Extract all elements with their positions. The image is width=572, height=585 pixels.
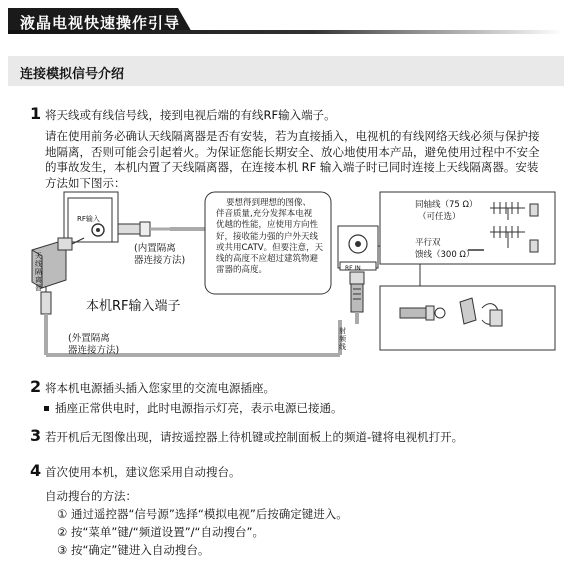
step-1-paragraph: 请在使用前务必确认天线隔离器是否有安装，若为直接插入，电视机的有线网络天线必须与保护接地隔离，否则可能会引起着火。为保证您能长期安全、放心地使用本产品，避免使用过程中不安全的事故发生，本机内置了天线隔离器，在连接本机 RF 输入端子时已同时连接上天线隔离器。安装方法如下图示： bbox=[45, 129, 540, 190]
note-line: 伴音质量,充分发挥本电视 bbox=[216, 209, 313, 220]
adapter-plug-icon bbox=[400, 308, 426, 318]
internal-isolator-line2: 器连接方法) bbox=[134, 255, 186, 266]
optional-label: （可任选） bbox=[418, 212, 461, 222]
note-line: 好，接收能力强的户外天线 bbox=[216, 231, 319, 242]
note-text bbox=[216, 198, 338, 276]
auto-search-step-2: ② 按“菜单”键/“频道设置”/“自动搜台”。 bbox=[57, 525, 264, 539]
auto-search-step-3: ③ 按“确定”键进入自动搜台。 bbox=[57, 543, 210, 557]
feeder-label: 馈线（300 Ω） bbox=[415, 250, 475, 260]
step-3-number: 3 bbox=[30, 426, 42, 445]
wall-plug-icon bbox=[350, 272, 364, 284]
antenna-isolator-vertical-label: 天线隔离器 bbox=[35, 252, 42, 292]
coax-cable-label: 同轴线（75 Ω） bbox=[415, 200, 478, 210]
note-line: 雷器的高度。 bbox=[216, 265, 268, 276]
note-line: 线的高度不应超过建筑物避 bbox=[216, 254, 319, 265]
note-line: 要想得到理想的图像、 bbox=[226, 198, 312, 208]
section-title: 连接模拟信号介绍 bbox=[20, 67, 125, 82]
rf-terminal-label: 本机RF输入端子 bbox=[86, 299, 181, 314]
bullet-icon bbox=[44, 406, 49, 411]
auto-search-step-1: ① 通过遥控器“信号源”选择“模拟电视”后按确定键进入。 bbox=[57, 507, 348, 521]
radio-frequency-vertical-label: 射频线 bbox=[339, 327, 346, 351]
coax-plug-icon bbox=[118, 224, 140, 234]
step-4-number: 4 bbox=[30, 461, 42, 480]
step-2-number: 2 bbox=[30, 377, 42, 396]
step-3-text: 若开机后无图像出现，请按遥控器上待机键或控制面板上的频道-键将电视机打开。 bbox=[45, 430, 464, 444]
step-4-text: 首次使用本机，建议您采用自动搜台。 bbox=[45, 465, 241, 479]
step-1-number: 1 bbox=[30, 104, 42, 123]
step-2-bullet: 插座正常供电时，此时电源指示灯亮，表示电源已接通。 bbox=[55, 401, 343, 415]
step-1-text: 将天线或有线信号线，接到电视后端的有线RF输入端子。 bbox=[45, 108, 336, 122]
internal-isolator-line1: (内置隔离 bbox=[134, 243, 176, 254]
connector-small-icon bbox=[530, 204, 538, 216]
banner-title: 液晶电视快速操作引导 bbox=[20, 14, 181, 32]
note-line: 或共用CATV。但要注意，天 bbox=[216, 242, 324, 253]
external-isolator-line1: (外置隔离 bbox=[68, 333, 110, 344]
rf-port-label: RF输入 bbox=[77, 215, 100, 223]
parallel-label: 平行双 bbox=[415, 238, 441, 248]
note-line: 优越的性能，应使用方向性 bbox=[216, 220, 319, 231]
auto-search-method-title: 自动搜台的方法： bbox=[45, 489, 137, 503]
step-2-text: 将本机电源插头插入您家里的交流电源插座。 bbox=[45, 381, 275, 395]
cable-connector-icon bbox=[41, 292, 51, 314]
external-isolator-line2: 器连接方法) bbox=[68, 345, 120, 356]
rf-in-small-label: RF IN bbox=[345, 265, 361, 272]
